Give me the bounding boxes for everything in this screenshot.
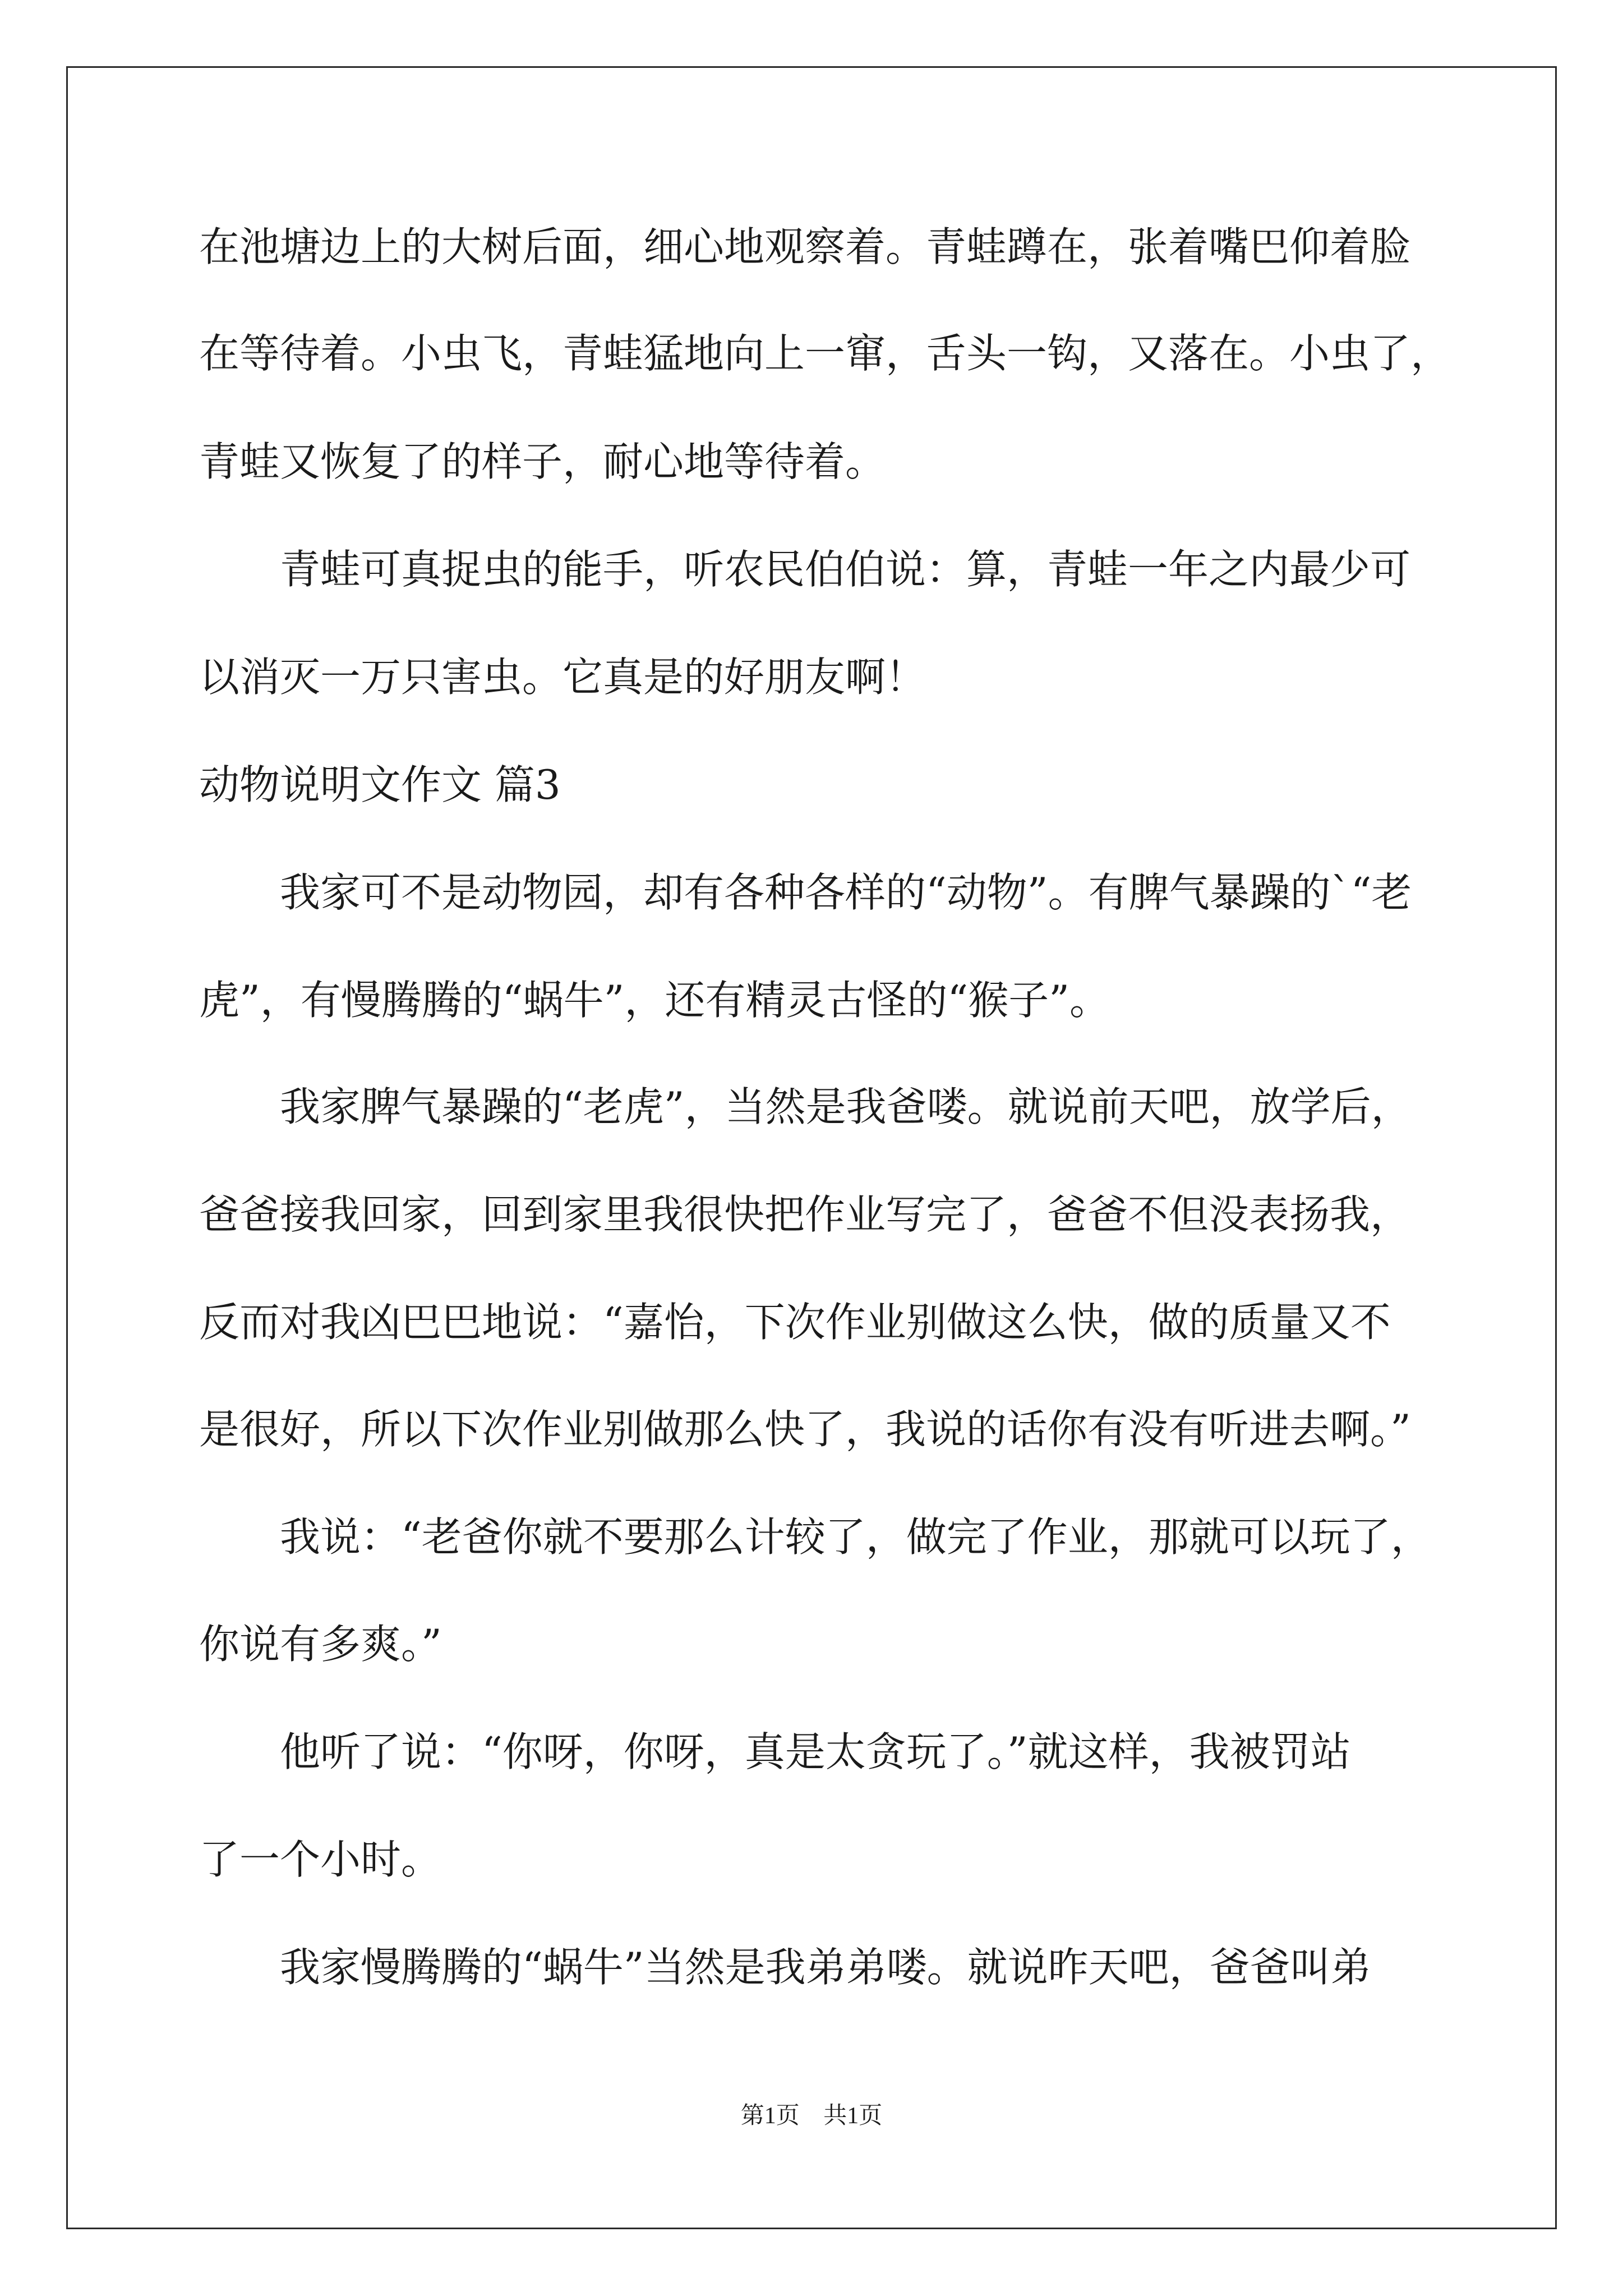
text-line: 是很好，所以下次作业别做那么快了，我说的话你有没有听进去啊。” (199, 1406, 1411, 1453)
text-line: 爸爸接我回家，回到家里我很快把作业写完了，爸爸不但没表扬我， (199, 1191, 1411, 1238)
text-line: 我说：“老爸你就不要那么计较了，做完了作业，那就可以玩了， (199, 1513, 1431, 1561)
page-total: 共1页 (823, 2103, 883, 2129)
text-line: 虎”，有慢腾腾的“蜗牛”，还有精灵古怪的“猴子”。 (199, 977, 1110, 1024)
text-line: 青蛙可真捉虫的能手，听农民伯伯说：算，青蛙一年之内最少可 (199, 546, 1411, 593)
text-line: 他听了说：“你呀，你呀，真是太贪玩了。”就这样，我被罚站 (199, 1728, 1351, 1775)
text-line: 我家慢腾腾的“蜗牛”当然是我弟弟喽。就说昨天吧，爸爸叫弟 (199, 1944, 1371, 1991)
text-line: 反而对我凶巴巴地说：“嘉怡，下次作业别做这么快，做的质量又不 (199, 1299, 1391, 1346)
text-line: 以消灭一万只害虫。它真是的好朋友啊！ (199, 654, 926, 701)
text-line: 我家可不是动物园，却有各种各样的“动物”。有脾气暴躁的`“老 (199, 869, 1412, 916)
text-line: 我家脾气暴躁的“老虎”，当然是我爸喽。就说前天吧，放学后， (199, 1083, 1412, 1130)
text-line: 在等待着。小虫飞，青蛙猛地向上一窜，舌头一钩，又落在。小虫了， (199, 330, 1451, 377)
page-footer (0, 2102, 1623, 2130)
text-line: 你说有多爽。” (199, 1621, 442, 1668)
text-line: 青蛙又恢复了的样子，耐心地等待着。 (199, 438, 886, 485)
text-line: 在池塘边上的大树后面，细心地观察着。青蛙蹲在，张着嘴巴仰着脸 (199, 223, 1411, 270)
page-border (66, 66, 1557, 2229)
text-line: 了一个小时。 (199, 1836, 442, 1883)
section-heading: 动物说明文作文 篇3 (199, 761, 561, 808)
page-number: 第1页 (740, 2103, 800, 2129)
